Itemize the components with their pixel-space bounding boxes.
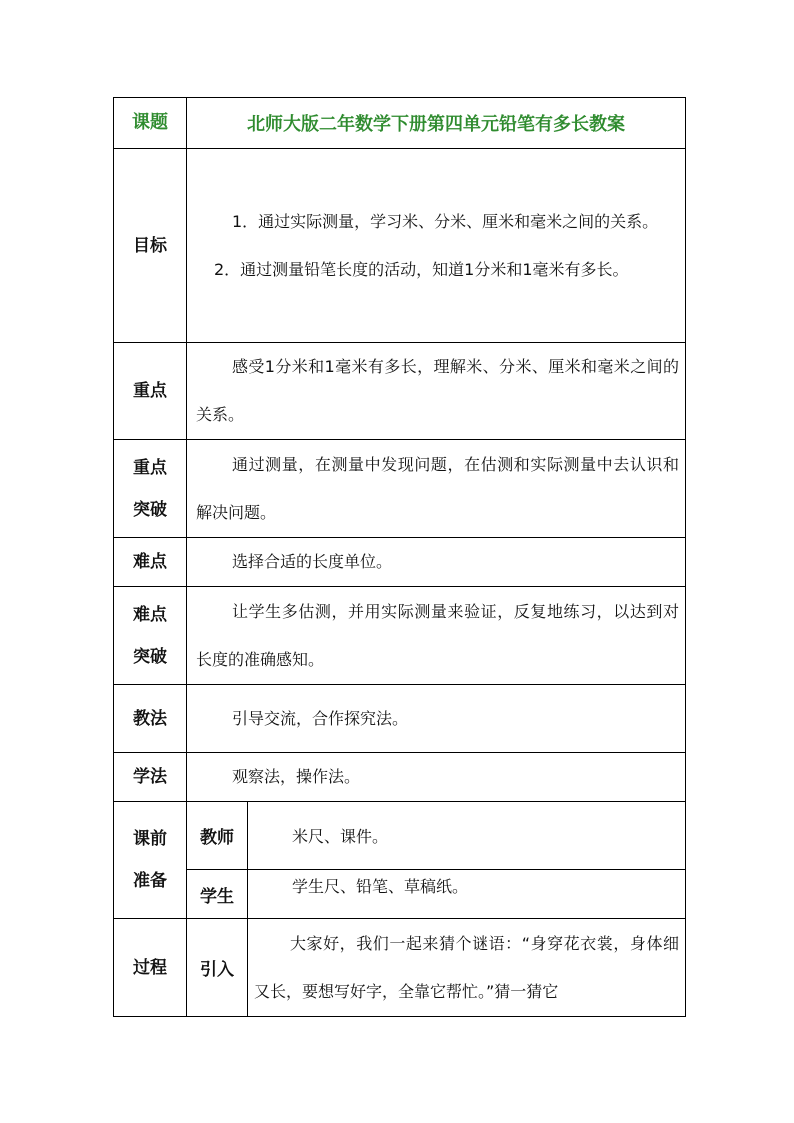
key-break-label-line1: 重点 — [133, 457, 167, 478]
teaching-method-content — [187, 685, 686, 753]
goal-item-2: 2．通过测量铅笔长度的活动，知道1分米和1毫米有多长。 — [214, 259, 629, 279]
key-break-label — [114, 440, 187, 538]
teacher-content: 米尺、课件。 — [248, 802, 686, 870]
difficulty-break-row — [114, 587, 686, 685]
key-break-content — [187, 440, 686, 538]
key-point-label: 重点 — [114, 343, 187, 440]
difficulty-content — [187, 538, 686, 587]
learning-method-label: 学法 — [114, 753, 187, 802]
key-break-label-line2: 突破 — [133, 499, 167, 520]
teaching-method-text: 引导交流，合作探究法。 — [232, 708, 409, 728]
learning-method-row — [114, 753, 686, 802]
student-label: 学生 — [187, 870, 248, 919]
key-point-row — [114, 343, 686, 440]
goal-row — [114, 149, 686, 343]
key-point-text: 感受1分米和1毫米有多长，理解米、分米、厘米和毫米之间的关系。 — [196, 357, 679, 424]
preparation-label-line1: 课前 — [133, 829, 167, 849]
learning-method-content — [187, 753, 686, 802]
teaching-method-row — [114, 685, 686, 753]
preparation-label-line2: 准备 — [133, 871, 167, 891]
student-content: 学生尺、铅笔、草稿纸。 — [248, 870, 686, 919]
process-label: 过程 — [114, 919, 187, 1017]
difficulty-break-label — [114, 587, 187, 685]
prep-student-row — [114, 870, 686, 919]
key-break-text: 通过测量，在测量中发现问题，在估测和实际测量中去认识和解决问题。 — [196, 454, 679, 522]
prep-teacher-row — [114, 802, 686, 870]
difficulty-break-content — [187, 587, 686, 685]
goal-item-1: 1．通过实际测量，学习米、分米、厘米和毫米之间的关系。 — [232, 211, 659, 231]
goal-label: 目标 — [114, 149, 187, 343]
teaching-method-label: 教法 — [114, 685, 187, 753]
process-row — [114, 919, 686, 1017]
difficulty-label: 难点 — [114, 538, 187, 587]
title-row — [114, 98, 686, 149]
teacher-label: 教师 — [187, 802, 248, 870]
difficulty-break-label-line2: 突破 — [133, 646, 167, 667]
goal-content — [187, 149, 686, 343]
difficulty-break-text: 让学生多估测，并用实际测量来验证，反复地练习，以达到对长度的准确感知。 — [196, 601, 679, 669]
intro-content — [248, 919, 686, 1017]
key-break-row — [114, 440, 686, 538]
title-label: 课题 — [114, 98, 187, 149]
intro-label: 引入 — [187, 919, 248, 1017]
key-point-content — [187, 343, 686, 440]
difficulty-text: 选择合适的长度单位。 — [232, 552, 393, 571]
difficulty-row — [114, 538, 686, 587]
learning-method-text: 观察法，操作法。 — [232, 767, 361, 786]
lesson-plan-table — [113, 97, 686, 1017]
lesson-title: 北师大版二年数学下册第四单元铅笔有多长教案 — [187, 98, 686, 149]
intro-text: 大家好，我们一起来猜个谜语：“身穿花衣裳，身体细又长，要想写好字，全靠它帮忙。”猜一猜它 — [254, 933, 679, 1001]
preparation-label — [114, 802, 187, 919]
difficulty-break-label-line1: 难点 — [133, 604, 167, 625]
